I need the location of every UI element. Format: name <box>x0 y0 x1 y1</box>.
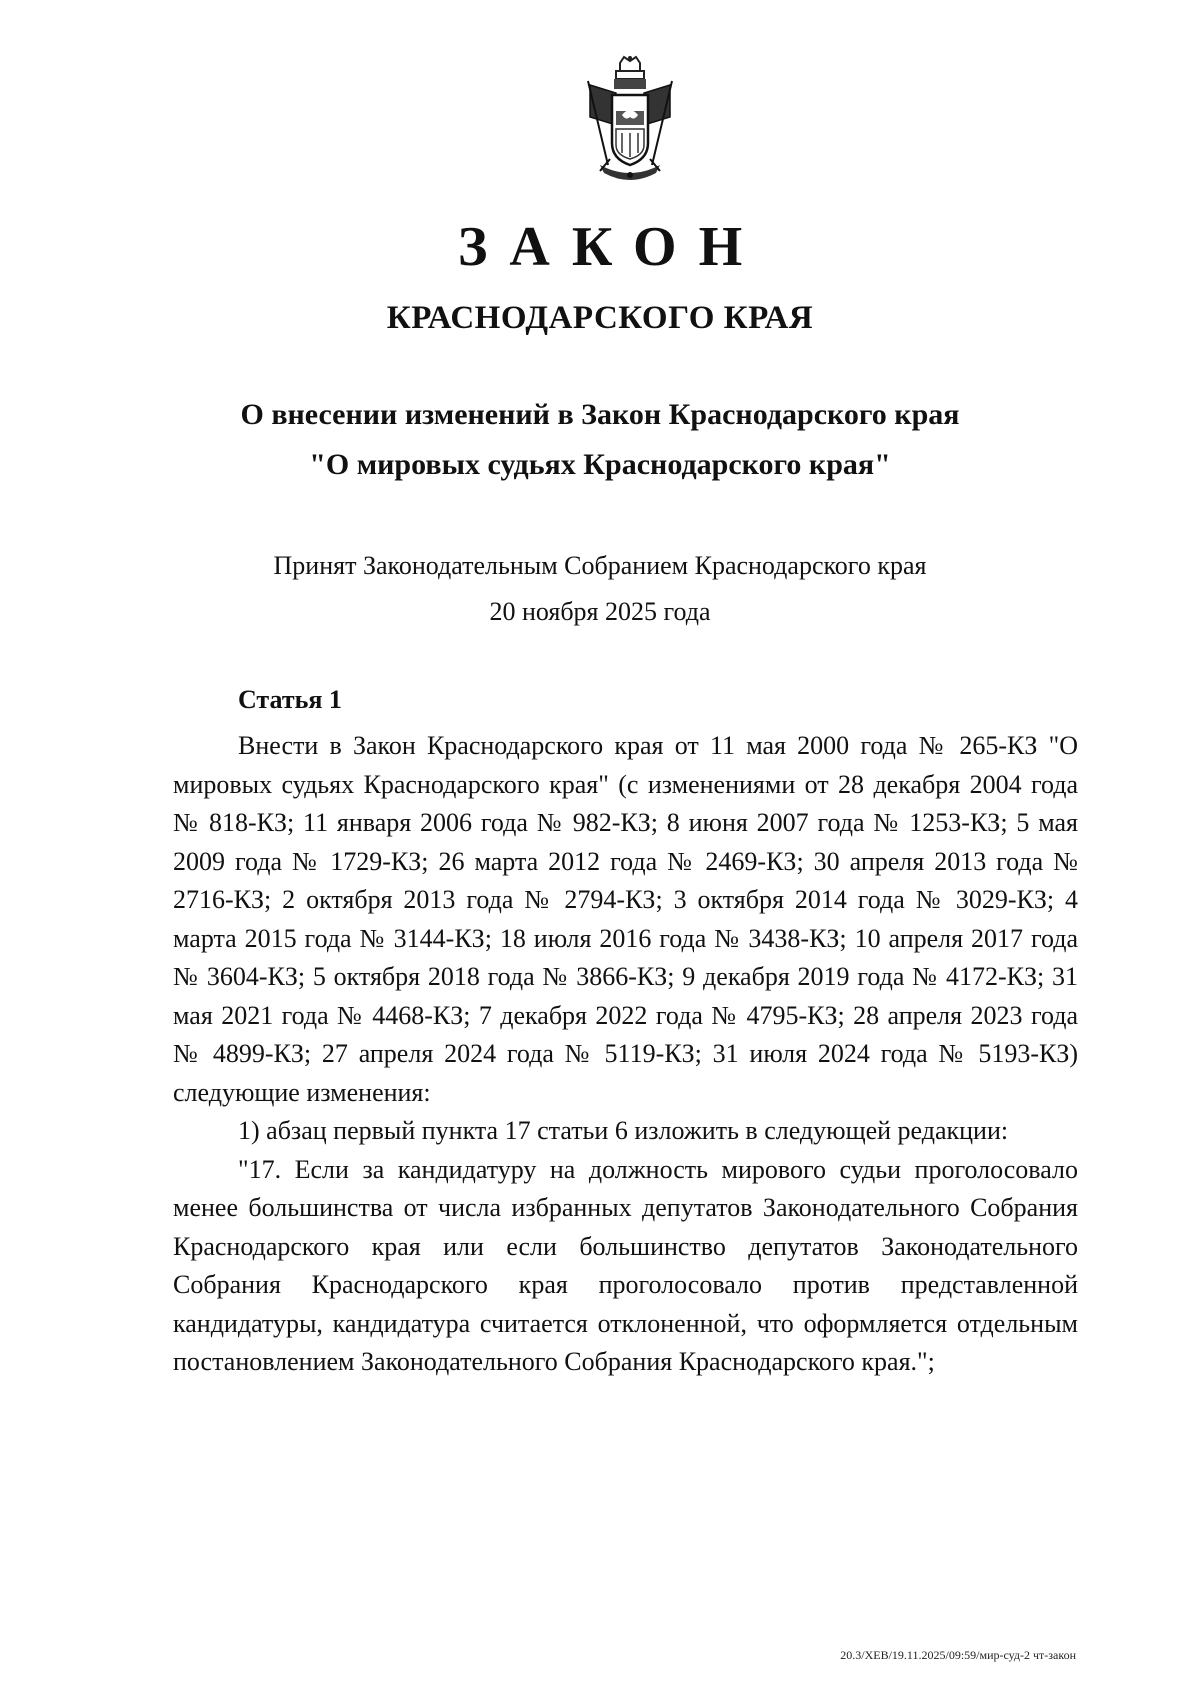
document-subtitle: КРАСНОДАРСКОГО КРАЯ <box>386 300 814 336</box>
krasnodar-krai-coat-of-arms-icon <box>570 55 690 185</box>
article-paragraph: Внести в Закон Краснодарского края от 11 мая 2000 года № 265-КЗ "О мировых судьях Краснодарского края" (с изменениями от 28 декабря 2004 года № 818-КЗ; 11 января 2006 года № 982-КЗ; 8 июня 2007 года № 1253-КЗ; 5 мая 2009 года № 1729-КЗ; 26 марта 2012 года № 2469-КЗ; 30 апреля 2013 года № 2716-КЗ; 2 октября 2013 года № 2794-КЗ; 3 октября 2014 года № 3029-КЗ; 4 марта 2015 года № 3144-КЗ; 18 июля 2016 года № 3438-КЗ; 10 апреля 2017 года № 3604-КЗ; 5 октября 2018 года № 3866-КЗ; 9 декабря 2019 года № 4172-КЗ; 31 мая 2021 года № 4468-КЗ; 7 декабря 2022 года № 4795-КЗ; 28 апреля 2023 года № 4899-КЗ; 27 апреля 2024 года № 5119-КЗ; 31 июля 2024 года № 5193-КЗ) следующие изменения: <box>173 731 1078 1107</box>
article-heading: Статья 1 <box>238 685 342 714</box>
law-name <box>0 390 1200 490</box>
article-paragraph: "17. Если за кандидатуру на должность мирового судьи проголосовало менее большинства от числа избранных депутатов Законодательного Собрания Краснодарского края или если большинство депутатов Законодательного Собрания Краснодарского края проголосовало против представленной кандидатуры, кандидатура считается отклоненной, что оформляется отдельным постановлением Законодательного Собрания Краснодарского края."; <box>173 1154 1078 1376</box>
article-body <box>173 727 1078 1382</box>
law-name-line-2: "О мировых судьях Краснодарского края" <box>309 448 891 481</box>
document-footer-code: 20.3/ХЕВ/19.11.2025/09:59/мир-суд-2 чт-закон <box>840 1648 1076 1662</box>
adoption-note <box>0 543 1200 635</box>
adoption-date: 20 ноября 2025 года <box>489 597 711 626</box>
article-paragraph: 1) абзац первый пункта 17 статьи 6 изложить в следующей редакции: <box>238 1116 1009 1145</box>
document-title: ЗАКОН <box>457 216 765 278</box>
law-name-line-1: О внесении изменений в Закон Краснодарского края <box>240 398 960 431</box>
adoption-note-line-1: Принят Законодательным Собранием Краснодарского края <box>273 551 927 580</box>
